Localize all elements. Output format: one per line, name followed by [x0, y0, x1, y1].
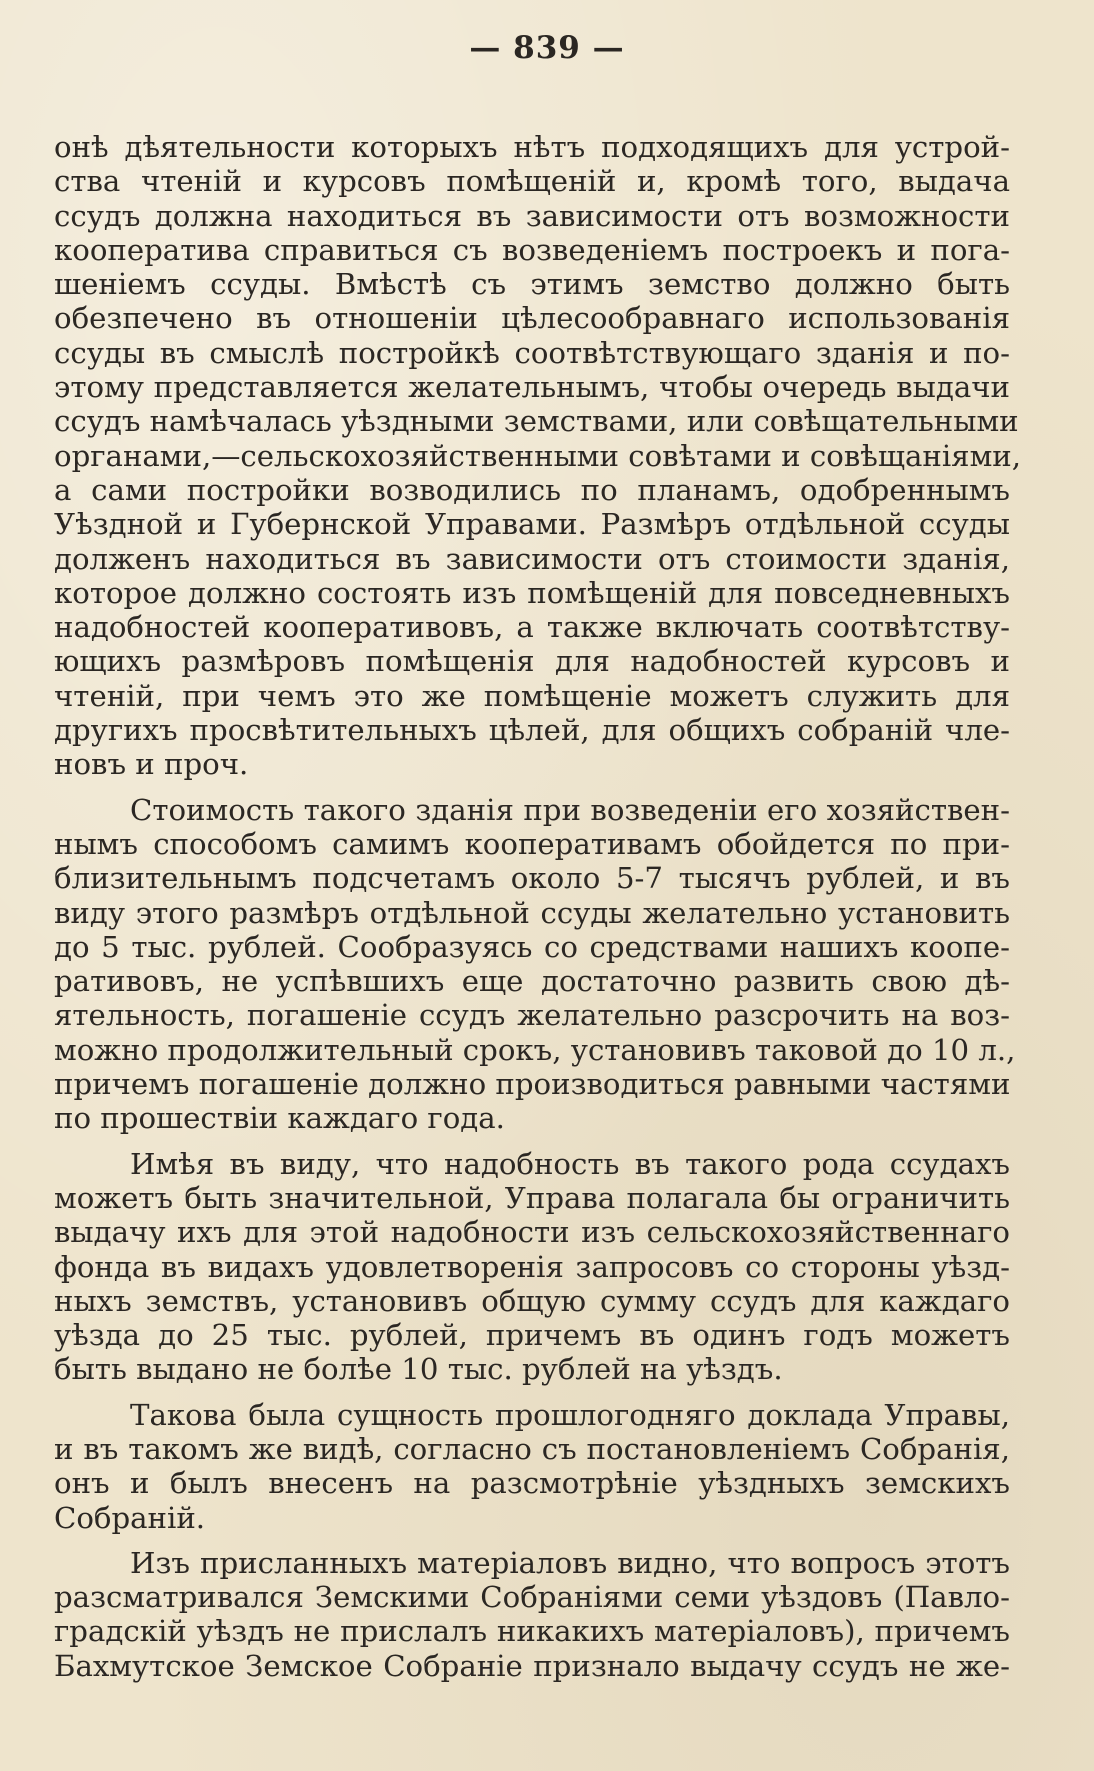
text-line: Уѣздной и Губернской Управами. Размѣръ отдѣльной ссуды [54, 507, 1010, 542]
text-line: долженъ находиться въ зависимости отъ стоимости зданія, [54, 541, 1010, 576]
text-line: онѣ дѣятельности которыхъ нѣтъ подходящихъ для устрой- [54, 130, 1010, 164]
body-text [54, 130, 1022, 1683]
paragraph-gap [54, 782, 1010, 793]
paragraph-gap [54, 1535, 1010, 1546]
text-line: Такова была сущность прошлогодняго доклада Управы, [130, 1397, 1010, 1432]
text-line: ссудъ должна находиться въ зависимости отъ возможности [54, 198, 1010, 233]
text-line: уѣзда до 25 тыс. рублей, причемъ въ одинъ годъ можетъ [54, 1318, 1010, 1353]
text-line: и въ такомъ же видѣ, согласно съ постановленіемъ Собранія, [54, 1431, 1010, 1466]
text-line: новъ и проч. [54, 747, 249, 782]
text-line: кооператива справиться съ возведеніемъ построекъ и пога- [54, 232, 1010, 267]
text-line: этому представляется желательнымъ, чтобы очередь выдачи [54, 370, 1010, 405]
text-line: до 5 тыс. рублей. Сообразуясь со средствами нашихъ коопе- [54, 929, 1010, 964]
text-line: причемъ погашеніе должно производиться равными частями [54, 1067, 1011, 1102]
text-line: Стоимость такого зданія при возведеніи его хозяйствен- [130, 792, 1010, 827]
text-line: Изъ присланныхъ матеріаловъ видно, что вопросъ этотъ [130, 1545, 1010, 1580]
text-line: шеніемъ ссуды. Вмѣстѣ съ этимъ земство должно быть [54, 267, 1010, 302]
paragraph [54, 130, 1022, 782]
text-line: онъ и былъ внесенъ на разсмотрѣніе уѣздныхъ земскихъ [54, 1466, 1010, 1501]
text-line: нымъ способомъ самимъ кооперативамъ обойдется по при- [54, 826, 1010, 861]
text-line: Собраній. [54, 1500, 206, 1535]
paragraph [54, 1147, 1010, 1387]
text-line: а сами постройки возводились по планамъ, одобреннымъ [54, 472, 1010, 507]
text-line: ныхъ земствъ, установивъ общую сумму ссудъ для каждаго [54, 1283, 1010, 1318]
text-line: Имѣя въ виду, что надобность въ такого рода ссудахъ [130, 1146, 1010, 1181]
text-line: ющихъ размѣровъ помѣщенія для надобностей курсовъ и [54, 644, 1010, 679]
text-line: ративовъ, не успѣвшихъ еще достаточно развить свою дѣ- [54, 964, 1010, 999]
text-line: можно продолжительный срокъ, установивъ таковой до 10 л., [54, 1032, 1016, 1067]
text-line: близительнымъ подсчетамъ около 5-7 тысячъ рублей, и въ [54, 861, 1010, 896]
paragraph [54, 1546, 1010, 1683]
text-line: обезпечено въ отношеніи цѣлесообравнаго использованія [54, 301, 1010, 336]
text-line: выдачу ихъ для этой надобности изъ сельскохозяйственнаго [54, 1215, 1010, 1250]
page-number: — 839 — [469, 30, 625, 66]
text-line: ссуды въ смыслѣ постройкѣ соотвѣтствующаго зданія и по- [54, 335, 1010, 370]
paragraph [54, 1398, 1010, 1535]
text-line: Бахмутское Земское Собраніе признало выдачу ссудъ не же- [54, 1648, 1010, 1683]
paragraph-gap [54, 1387, 1010, 1398]
text-line: надобностей кооперативовъ, а также включать соотвѣтству- [54, 610, 1010, 645]
text-line: ятельность, погашеніе ссудъ желательно разсрочить на воз- [54, 998, 1010, 1033]
text-line: по прошествіи каждаго года. [54, 1101, 505, 1136]
text-line: можетъ быть значительной, Управа полагала бы ограничить [54, 1180, 1010, 1215]
text-line: ства чтеній и курсовъ помѣщеній и, кромѣ того, выдача [54, 164, 1010, 199]
text-line: градскій уѣздъ не прислалъ никакихъ матеріаловъ), причемъ [54, 1614, 1010, 1649]
text-line: которое должно состоять изъ помѣщеній для повседневныхъ [54, 575, 1010, 610]
text-line: ссудъ намѣчалась уѣздными земствами, или совѣщательными [54, 404, 1019, 439]
text-line: разсматривался Земскими Собраніями семи уѣздовъ (Павло- [54, 1580, 1010, 1615]
text-line: другихъ просвѣтительныхъ цѣлей, для общихъ собраній чле- [54, 713, 1010, 748]
text-line: органами,—сельскохозяйственными совѣтами и совѣщаніями, [54, 438, 1022, 473]
text-line: фонда въ видахъ удовлетворенія запросовъ со стороны уѣзд- [54, 1249, 1010, 1284]
paragraph [54, 792, 1016, 1136]
text-line: быть выдано не болѣе 10 тыс. рублей на уѣздъ. [54, 1352, 783, 1387]
text-line: виду этого размѣръ отдѣльной ссуды желательно установить [54, 895, 1010, 930]
text-line: чтеній, при чемъ это же помѣщеніе можетъ служить для [54, 678, 1010, 713]
paragraph-gap [54, 1136, 1010, 1147]
